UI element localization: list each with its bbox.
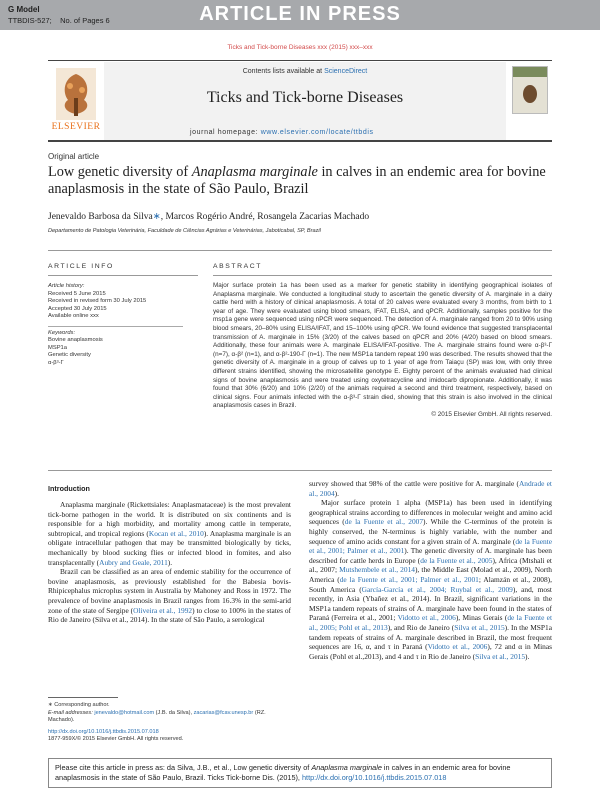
article-title	[48, 164, 552, 198]
journal-title: Ticks and Tick-borne Diseases	[206, 89, 404, 106]
text-run: survey showed that 98% of the cattle were positive for A. marginale (	[309, 479, 519, 488]
author-name: Jenevaldo Barbosa da Silva	[48, 212, 153, 222]
revised-date: Received in revised form 30 July 2015	[48, 298, 147, 304]
text-run: ), and Rio de Janeiro (	[387, 622, 455, 632]
title-part: in calves in an endemic area for bovine anaplasmosis in the state of São Paulo, Brazil	[48, 164, 546, 197]
affiliation-rule	[48, 250, 552, 251]
corresponding-note: ∗ Corresponding author.	[48, 702, 110, 708]
citation-link[interactable]: de la Fuente et al., 2005; Pohl et al., 2013	[309, 613, 553, 632]
gmodel-label: G Model	[8, 5, 40, 14]
abstract-copyright: © 2015 Elsevier GmbH. All rights reserved.	[431, 410, 552, 418]
text-run: ).	[525, 651, 530, 661]
citation-link[interactable]: Andrade et al., 2004	[309, 479, 552, 498]
masthead-top-rule	[48, 60, 552, 61]
citation-link[interactable]: Oliveira et al., 1992	[133, 605, 193, 615]
citation-doi-link[interactable]: http://dx.doi.org/10.1016/j.ttbdis.2015.07.018	[302, 773, 447, 782]
email-link[interactable]: jenevaldo@hotmail.com	[94, 709, 155, 716]
availability-line	[104, 68, 506, 75]
citation-link[interactable]: de la Fuente et al., 2007	[344, 517, 424, 527]
accepted-date: Accepted 30 July 2015	[48, 305, 107, 312]
text-run: ). In the MSP1a tandem repeats of strains of A. marginale described in Brazil, the most frequent sequences are 16, α, and τ in Paraná (	[309, 622, 552, 652]
citation-text: in calves in an endemic area for bovine anaplasmosis in the state of São Paulo, Brazil. Ticks Tick-borne Dis. (2015),	[55, 763, 511, 782]
section-heading-introduction: Introduction	[48, 484, 90, 493]
journal-cover	[506, 62, 552, 140]
cover-thumbnail	[512, 66, 548, 114]
text-run: ) to close to 100% in the states of Rio de Janeiro (Silva et al., 2014). In the state of São Paulo, a serological	[48, 605, 291, 625]
article-info-heading: ARTICLE INFO	[48, 263, 114, 270]
journal-homepage	[190, 129, 374, 136]
author-names: , Marcos Rogério André, Rosangela Zacarias Machado	[160, 212, 370, 222]
body-column-left	[48, 500, 291, 625]
article-type: Original article	[48, 152, 100, 161]
citation-link[interactable]: de la Fuente et al., 2005	[420, 555, 493, 565]
sciencedirect-link[interactable]: ScienceDirect	[324, 68, 368, 75]
corresponding-marker[interactable]: ∗	[152, 212, 161, 222]
elsevier-tree-icon	[56, 68, 96, 120]
doi-link[interactable]: http://dx.doi.org/10.1016/j.ttbdis.2015.07.018	[48, 728, 159, 735]
email-owner: (J.B. da Silva),	[154, 709, 194, 716]
footnotes	[48, 702, 291, 744]
text-run: Brazil can be classified as an area of endemic stability for the occurrence of bovine anaplasmosis, as previously established for the Babesia bovis-Rhipicephalus microplus system in Australia by Mahoney and Ross in 1972. The prevalence of bovine anaplasmosis in Brazil ranges from 16.3% in the semi-arid zone of the state of Sergipe (	[48, 567, 291, 615]
tick-image	[523, 85, 537, 103]
citation-link[interactable]: Mutshembele et al., 2014	[339, 565, 415, 575]
page-count: No. of Pages 6	[60, 16, 110, 25]
citation-link[interactable]: de la Fuente et al., 2001; Palmer et al., 2001	[309, 536, 552, 556]
citation-link[interactable]: Silva et al., 2015	[475, 651, 526, 661]
history-label: Article history:	[48, 283, 85, 289]
abstract-text: Major surface protein 1a has been used as a marker for genetic stability in identifying geographical isolates of Anaplasma marginale. We conducted a longitudinal study to ascertain the genetic diversity of A. marginale in a dairy cattle herd with a history of clinical anaplasmosis. A total of 20 calves were evaluated every 3 months, from birth to 1 year of age. They were evaluated using blood smears, IFAT, ELISA, and qPCR. Additionally, samples positive for the msp1a gene were sequenced using nPCR were sequenced. The detection of A. marginale ranged from 20 to 90% using blood smears, 20–80% using ELISA/IFAT, and 15–100% using qPCR. We found evidence that suggested transplacental transmission of A. marginale in 15% (3/20) of the calves based on qPCR and 20% (4/20) based on blood smears. Additionally, these four animals were A. marginale ELISA/IFAT-positive. The A. marginale strains found were α-β³-Γ (n=7), α-β² (n=1), and α-β²-190-Γ (n=1). The new MSP1a tandem repeat 190 was described. The results showed that the genetic diversity of A. marginale in a group of calves up to 1 year of age from Taiaçu (SP) was low, with only three different strains identified, showing the microsatellite genotype E. Eighty percent of the animals evaluated had clinical signs of bovine anaplasmosis and were treated using oxytetracycline and imidocarb dipropionate. Additionally, it was found that 30% (6/20) and 10% (2/20) of the animals required a second and third treatment, respectively, based on clinical signs. Four animals infected with the α-β³-Γ strain died, showing that this strain is also involved in the clinical anaplasmosis cases in Brazil.	[213, 282, 552, 410]
text-run: ), Minas Gerais (	[455, 613, 508, 623]
paragraph	[309, 498, 552, 661]
paragraph	[309, 479, 552, 498]
footnote-rule	[48, 697, 118, 698]
email-line	[48, 710, 291, 725]
citation-text: Please cite this article in press as: da Silva, J.B., et al., Low genetic diversity of	[55, 763, 312, 772]
citation-link[interactable]: de la Fuente et al., 2001; Palmer et al., 2001	[339, 574, 479, 584]
text-run: Anaplasma marginale (Rickettsiales: Anaplasmataceae) is the most prevalent tick-borne pathogen in the world. It is distributed on six continents and is responsible for a high morbidity, and mortality among cattle in temperate, subtropical, and tropical regions (	[48, 500, 291, 538]
citation-species: Anaplasma marginale	[311, 763, 382, 772]
issn-line: 1877-959X/© 2015 Elsevier GmbH. All rights reserved.	[48, 736, 184, 743]
keyword: Bovine anaplasmosis	[48, 337, 103, 343]
title-part: Low genetic diversity of	[48, 164, 192, 180]
publisher-name: ELSEVIER	[51, 122, 101, 132]
author-list	[48, 211, 552, 222]
masthead-bottom-rule	[48, 140, 552, 142]
keyword: MSP1a	[48, 344, 68, 351]
paragraph	[48, 567, 291, 625]
text-run: Major surface protein 1 alpha (MSP1a) has been used in identifying geographical strains according to differences in molecular weight and amino acid sequences (	[309, 498, 552, 527]
homepage-label: journal homepage:	[190, 129, 261, 136]
abstract-heading: ABSTRACT	[213, 263, 263, 270]
text-run: ; Alamzán et al., 2008), South America (	[309, 574, 552, 594]
keyword: Genetic diversity	[48, 352, 91, 358]
citation-link[interactable]: Vidotto et al., 2006	[397, 613, 456, 623]
affiliation: Departamento de Patologia Veterinária, Faculdade de Ciências Agrárias e Veterinárias, Jaboticabal, SP, Brazil	[48, 228, 321, 234]
info-rule	[48, 275, 198, 276]
text-run: ). Anaplasma marginale is an obligate intracellular pathogen that may be transmitted biologically by ticks, mechanically by blood sucking flies or infected blood in fomites, and also transplacentally (	[48, 528, 291, 567]
text-run: ).	[334, 488, 339, 498]
paragraph	[48, 500, 291, 567]
citation-link[interactable]: García-García et al., 2004; Ruybal et al., 2009	[361, 584, 513, 594]
article-info	[48, 283, 183, 367]
banner-title: ARTICLE IN PRESS	[199, 3, 401, 25]
keyword: α-β³-Γ	[48, 359, 64, 366]
citation-link[interactable]: Kocan et al., 2010	[148, 528, 204, 538]
abstract-bottom-rule	[48, 470, 552, 471]
text-run: ). The genetic diversity of A. marginale has been described for cattle herds in Europe (	[309, 546, 552, 565]
email-link[interactable]: zacarias@fcav.unesp.br	[193, 709, 254, 716]
abstract-body	[213, 282, 552, 420]
article-in-press-banner	[0, 0, 600, 30]
received-date: Received 5 June 2015	[48, 290, 106, 297]
text-run: ), Africa (Mtshali et al., 2007;	[309, 555, 552, 575]
text-run: ). While the C-terminus of the protein is highly conserved, the N-terminus is highly variable, with the number and sequence of amino acids constant for a given strain of A. marginale (	[309, 517, 552, 546]
info-divider	[48, 326, 183, 327]
text-run: ), and, most recently, in Asia (Ybañez et al., 2014). In Brazil, significant variations in the MSP1a tandem repeats of strains of A. marginale have been found in the states of Paraná (Ferreira et al., 2001;	[309, 584, 552, 623]
email-owner: (RZ. Machado).	[48, 709, 266, 724]
text-run: ), 72 and α in Minas Gerais (Pohl et al.,2013), and 4 and τ in Rio de Janeiro (	[309, 642, 552, 661]
citation-box	[48, 758, 552, 788]
availability-text: Contents lists available at	[242, 68, 325, 75]
citation-link[interactable]: Vidotto et al., 2006	[427, 642, 488, 652]
journal-reference: Ticks and Tick-borne Diseases xxx (2015) xxx–xxx	[227, 44, 373, 51]
text-run: ).	[167, 557, 173, 567]
article-code: TTBDIS-527;	[8, 16, 52, 25]
homepage-link[interactable]: www.elsevier.com/locate/ttbdis	[260, 129, 374, 136]
keywords-label: Keywords:	[48, 329, 76, 336]
text-run: ), the Middle East (Molad et al., 2009), North America (	[309, 565, 552, 584]
body-column-right	[309, 479, 552, 661]
abstract-rule	[213, 275, 552, 276]
cover-band	[513, 67, 547, 77]
email-label: E-mail addresses:	[48, 709, 95, 716]
citation-link[interactable]: Silva et al., 2015	[454, 622, 505, 632]
title-species: Anaplasma marginale	[191, 164, 318, 180]
citation-link[interactable]: Aubry and Geale, 2011	[99, 557, 168, 567]
publisher-logo	[48, 62, 104, 140]
online-date: Available online xxx	[48, 313, 99, 319]
